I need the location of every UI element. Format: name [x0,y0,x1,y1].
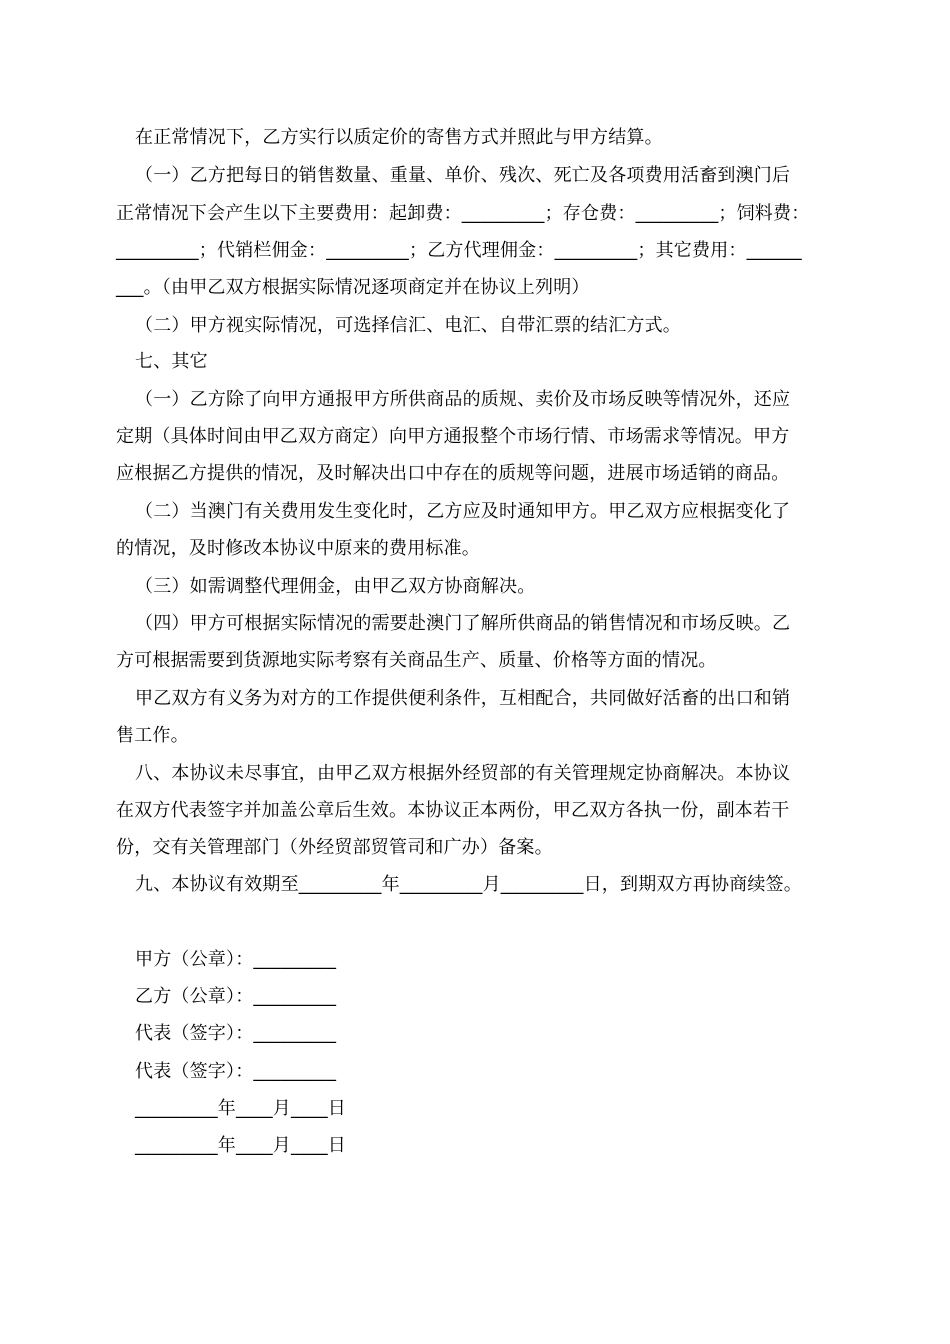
signature-representative-b: 代表（签字）：_________ [135,1061,337,1082]
paragraph-7-1-line1: （一）乙方除了向甲方通报甲方所供商品的质规、卖价及市场反映等情况外，还应 [135,389,791,410]
paragraph-7-2-line1: （二）当澳门有关费用发生变化时，乙方应及时通知甲方。甲乙双方应根据变化了 [135,501,791,522]
signature-party-a-seal: 甲方（公章）：_________ [135,949,337,970]
paragraph-8-line3: 份，交有关管理部门（外经贸部贸管司和广办）备案。 [116,837,553,858]
paragraph-9: 九、本协议有效期至_________年_________月_________日，到期双方再协商续签。 [135,874,802,895]
paragraph-6-2: （二）甲方视实际情况，可选择信汇、电汇、自带汇票的结汇方式。 [135,315,681,336]
paragraph-settlement: 在正常情况下，乙方实行以质定价的寄售方式并照此与甲方结算。 [135,127,663,148]
paragraph-6-1-line3: _________；代销栏佣金：_________；乙方代理佣金：_________；其它费用：______ [116,240,802,261]
section-7-heading: 七、其它 [135,351,208,372]
signature-party-b-seal: 乙方（公章）：_________ [135,986,337,1007]
paragraph-8-line1: 八、本协议未尽事宜，由甲乙双方根据外经贸部的有关管理规定协商解决。本协议 [135,763,791,784]
paragraph-cooperation-line1: 甲乙双方有义务为对方的工作提供便利条件，互相配合，共同做好活畜的出口和销 [135,688,791,709]
signature-representative-a: 代表（签字）：_________ [135,1023,337,1044]
paragraph-7-4-line2: 方可根据需要到货源地实际考察有关商品生产、质量、价格等方面的情况。 [116,650,717,671]
paragraph-7-2-line2: 的情况，及时修改本协议中原来的费用标准。 [116,538,480,559]
signature-date-a: _________年____月____日 [135,1098,346,1119]
paragraph-6-1-line4: ___。（由甲乙双方根据实际情况逐项商定并在协议上列明） [116,277,590,298]
paragraph-7-1-line2: 定期（具体时间由甲乙双方商定）向甲方通报整个市场行情、市场需求等情况。甲方 [116,426,790,447]
paragraph-6-1-line1: （一）乙方把每日的销售数量、重量、单价、残次、死亡及各项费用活畜到澳门后 [135,165,791,186]
paragraph-8-line2: 在双方代表签字并加盖公章后生效。本协议正本两份，甲乙双方各执一份，副本若干 [116,800,790,821]
paragraph-7-1-line3: 应根据乙方提供的情况，及时解决出口中存在的质规等问题，进展市场适销的商品。 [116,463,790,484]
signature-date-b: _________年____月____日 [135,1135,346,1156]
paragraph-7-3: （三）如需调整代理佣金，由甲乙双方协商解决。 [135,576,536,597]
paragraph-7-4-line1: （四）甲方可根据实际情况的需要赴澳门了解所供商品的销售情况和市场反映。乙 [135,613,791,634]
paragraph-cooperation-line2: 售工作。 [116,725,189,746]
paragraph-6-1-line2: 正常情况下会产生以下主要费用：起卸费：_________；存仓费：_________；饲料费： [116,203,810,224]
